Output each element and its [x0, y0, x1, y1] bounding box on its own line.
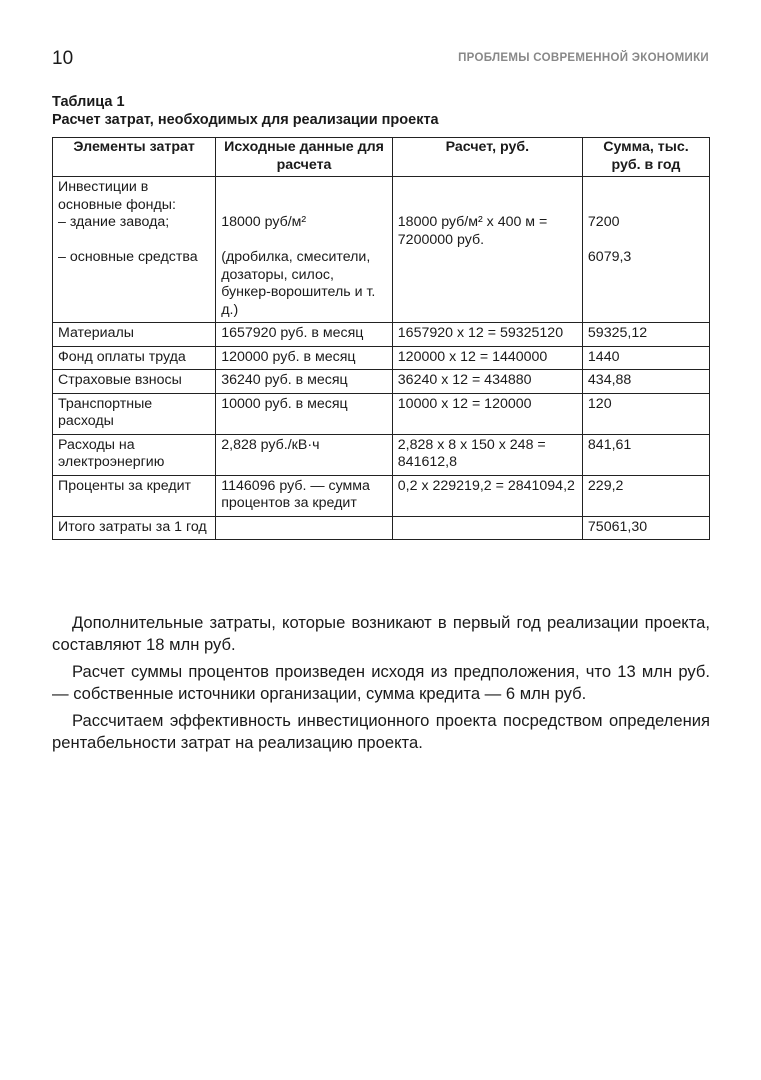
column-header-calc: Расчет, руб. — [392, 138, 582, 177]
investments-building-calc: 18000 руб/м² х 400 м = 7200000 руб. — [397, 214, 552, 248]
cell-element: Материалы — [53, 323, 216, 347]
table-row — [53, 346, 710, 370]
cell-calc: 2,828 х 8 х 150 х 248 = 841612,8 — [392, 434, 582, 475]
cost-table — [52, 137, 710, 540]
cell-sum: 120 — [582, 393, 709, 434]
cell-calc: 36240 х 12 = 434880 — [392, 370, 582, 394]
investments-equipment-source: (дробилка, смесители, дозаторы, силос, бункер-ворошитель и т. д.) — [221, 249, 380, 318]
cell-calc — [392, 177, 582, 323]
paragraph: Дополнительные затраты, которые возникают в первый год реализации проекта, составляют 18 млн руб. — [52, 613, 710, 654]
investments-equipment-name: – основные средства — [58, 249, 198, 265]
running-header: ПРОБЛЕМЫ СОВРЕМЕННОЙ ЭКОНОМИКИ — [458, 52, 709, 64]
cell-calc: 1657920 х 12 = 59325120 — [392, 323, 582, 347]
cell-element: Страховые взносы — [53, 370, 216, 394]
table-row — [53, 475, 710, 516]
cell-sum: 59325,12 — [582, 323, 709, 347]
cell-sum: 841,61 — [582, 434, 709, 475]
investments-building-name: – здание завода; — [58, 214, 170, 230]
cell-element: Расходы на электроэнергию — [53, 434, 216, 475]
investments-equipment-sum: 6079,3 — [587, 249, 632, 265]
table-title: Расчет затрат, необходимых для реализации проекта — [52, 112, 439, 128]
table-caption — [52, 93, 712, 129]
cell-calc: 120000 х 12 = 1440000 — [392, 346, 582, 370]
cell-element — [53, 177, 216, 323]
table-row-total — [53, 516, 710, 540]
table-header-row — [53, 138, 710, 177]
cell-source: 36240 руб. в месяц — [216, 370, 393, 394]
table-row — [53, 370, 710, 394]
cell-source: 1657920 руб. в месяц — [216, 323, 393, 347]
paragraph: Рассчитаем эффективность инвестиционного проекта посредством определения рентабельности затрат на реализацию проекта. — [52, 711, 710, 752]
body-text — [52, 612, 710, 759]
cell-sum: 434,88 — [582, 370, 709, 394]
cell-element: Фонд оплаты труда — [53, 346, 216, 370]
cell-element: Транспортные расходы — [53, 393, 216, 434]
cell-source: 1146096 руб. — сумма процентов за кредит — [216, 475, 393, 516]
table-row-investments — [53, 177, 710, 323]
paragraph: Расчет суммы процентов произведен исходя из предположения, что 13 млн руб. — собственные источники организации, сумма кредита — 6 млн руб. — [52, 662, 710, 703]
investments-title: Инвестиции в основные фонды: — [58, 179, 176, 213]
cell-source: 2,828 руб./кВ·ч — [216, 434, 393, 475]
cell-calc: 10000 х 12 = 120000 — [392, 393, 582, 434]
table-row — [53, 323, 710, 347]
cell-source: 10000 руб. в месяц — [216, 393, 393, 434]
page-number: 10 — [52, 48, 74, 69]
column-header-sum: Сумма, тыс. руб. в год — [582, 138, 709, 177]
cell-sum: 1440 — [582, 346, 709, 370]
cell-calc: 0,2 х 229219,2 = 2841094,2 — [392, 475, 582, 516]
investments-building-source: 18000 руб/м² — [221, 214, 307, 230]
column-header-elements: Элементы затрат — [53, 138, 216, 177]
cell-sum: 75061,30 — [582, 516, 709, 540]
cell-element: Итого затраты за 1 год — [53, 516, 216, 540]
cell-source: 120000 руб. в месяц — [216, 346, 393, 370]
cell-sum — [582, 177, 709, 323]
column-header-source: Исходные данные для расчета — [216, 138, 393, 177]
cell-sum: 229,2 — [582, 475, 709, 516]
cell-source — [216, 516, 393, 540]
cell-source — [216, 177, 393, 323]
table-row — [53, 434, 710, 475]
cell-element: Проценты за кредит — [53, 475, 216, 516]
cell-calc — [392, 516, 582, 540]
table-label: Таблица 1 — [52, 94, 125, 110]
investments-building-sum: 7200 — [587, 214, 620, 230]
table-row — [53, 393, 710, 434]
